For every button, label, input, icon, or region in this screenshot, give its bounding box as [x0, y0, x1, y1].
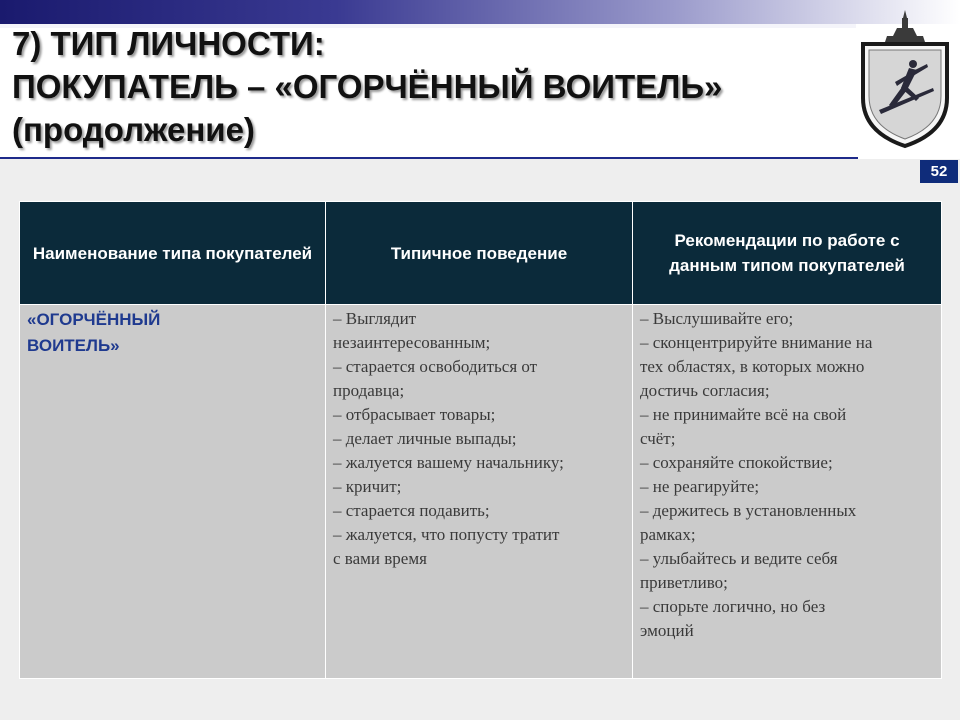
type-name-line: ВОИТЕЛЬ» [27, 336, 120, 355]
title-line: 7) ТИП ЛИЧНОСТИ: [12, 25, 325, 62]
type-name-line: «ОГОРЧЁННЫЙ [27, 310, 161, 329]
recommendation-line: приветливо; [640, 573, 728, 592]
slide-title [12, 22, 842, 151]
behavior-cell [326, 305, 633, 679]
behavior-line: – старается подавить; [333, 501, 490, 520]
behavior-line: – Выглядит [333, 309, 417, 328]
header-type-name: Наименование типа покупателей [20, 202, 326, 305]
recommendation-line: – Выслушивайте его; [640, 309, 794, 328]
recommendation-line: счёт; [640, 429, 676, 448]
recommendation-line: – сконцентрируйте внимание на [640, 333, 873, 352]
recommendation-line: достичь согласия; [640, 381, 770, 400]
table-header-row [20, 202, 942, 305]
behavior-line: – делает личные выпады; [333, 429, 517, 448]
page-number-badge: 52 [920, 160, 958, 183]
behavior-line: незаинтересованным; [333, 333, 491, 352]
behavior-line: – отбрасывает товары; [333, 405, 496, 424]
recommendations-cell [633, 305, 942, 679]
buyer-type-table [19, 201, 942, 679]
recommendation-line: рамках; [640, 525, 696, 544]
crest-spire [885, 10, 925, 42]
behavior-line: с вами время [333, 549, 427, 568]
behavior-line: – кричит; [333, 477, 402, 496]
recommendation-line: – сохраняйте спокойствие; [640, 453, 833, 472]
recommendation-line: – не принимайте всё на свой [640, 405, 847, 424]
title-line: (продолжение) [12, 111, 255, 148]
table-row [20, 305, 942, 679]
recommendation-line: тех областях, в которых можно [640, 357, 865, 376]
recommendation-line: – улыбайтесь и ведите себя [640, 549, 838, 568]
recommendation-line: – держитесь в установленных [640, 501, 857, 520]
recommendation-line: – спорьте логично, но без [640, 597, 826, 616]
title-line: ПОКУПАТЕЛЬ – «ОГОРЧЁННЫЙ ВОИТЕЛЬ» [12, 68, 723, 105]
type-name-cell [20, 305, 326, 679]
recommendation-line: эмоций [640, 621, 694, 640]
top-gradient-bar [0, 0, 960, 24]
behavior-line: – жалуется, что попусту тратит [333, 525, 560, 544]
behavior-line: продавца; [333, 381, 405, 400]
header-recommendations: Рекомендации по работе с данным типом покупателей [633, 202, 942, 305]
university-crest-icon [857, 10, 953, 150]
header-behavior: Типичное поведение [326, 202, 633, 305]
recommendation-line: – не реагируйте; [640, 477, 760, 496]
behavior-line: – старается освободиться от [333, 357, 538, 376]
behavior-line: – жалуется вашему начальнику; [333, 453, 564, 472]
